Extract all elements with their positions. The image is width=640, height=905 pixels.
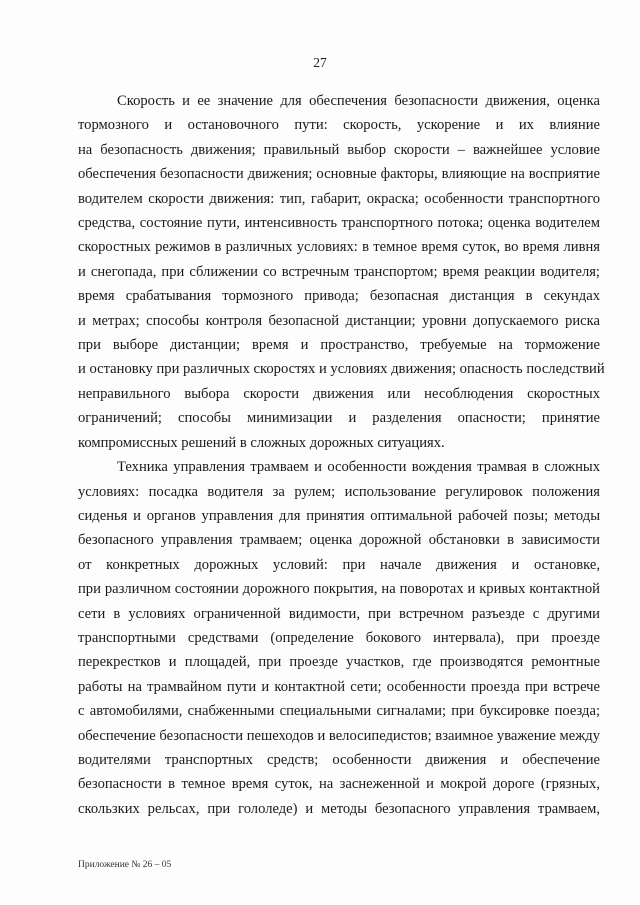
text-line: безопасности в темное время суток, на заснеженной и мокрой дороге (грязных,	[78, 776, 600, 793]
body-text	[78, 89, 605, 821]
text-line: обеспечение безопасности пешеходов и велосипедистов; взаимное уважение между	[78, 727, 600, 744]
text-line: при выборе дистанции; время и пространство, требуемые на торможение	[78, 337, 600, 354]
text-line: и остановку при различных скоростях и условиях движения; опасность последствий	[78, 361, 605, 378]
text-line: безопасного управления трамваем; оценка дорожной обстановки в зависимости	[78, 532, 600, 549]
page-number: 27	[313, 55, 327, 70]
text-line: водителями транспортных средств; особенности движения и обеспечение	[78, 751, 600, 768]
text-line: сети в условиях ограниченной видимости, при встречном разъезде с другими	[78, 605, 600, 622]
text-line: компромиссных решений в сложных дорожных ситуациях.	[78, 434, 445, 451]
text-line: на безопасность движения; правильный выбор скорости – важнейшее условие	[78, 141, 600, 158]
text-line: скользких рельсах, при гололеде) и методы безопасного управления трамваем,	[78, 800, 600, 817]
text-line: время срабатывания тормозного привода; безопасная дистанция в секундах	[78, 288, 600, 305]
text-line: водителем скорости движения: тип, габарит, окраска; особенности транспортного	[78, 190, 600, 207]
paragraph-2	[78, 455, 600, 821]
text-line: Техника управления трамваем и особенности вождения трамвая в сложных	[117, 459, 600, 476]
text-line: от конкретных дорожных условий: при начале движения и остановке,	[78, 556, 600, 573]
paragraph-1	[78, 89, 605, 455]
text-line: и метрах; способы контроля безопасной дистанции; уровни допускаемого риска	[78, 312, 600, 329]
text-line: работы на трамвайном пути и контактной сети; особенности проезда при встрече	[78, 678, 600, 695]
text-line: сиденья и органов управления для принятия оптимальной рабочей позы; методы	[78, 507, 600, 524]
text-line: и снегопада, при сближении со встречным транспортом; время реакции водителя;	[78, 263, 600, 280]
text-line: тормозного и остановочного пути: скорость, ускорение и их влияние	[78, 117, 600, 134]
text-line: неправильного выбора скорости движения или несоблюдения скоростных	[78, 385, 600, 402]
text-line: Скорость и ее значение для обеспечения безопасности движения, оценка	[117, 93, 600, 109]
text-line: обеспечения безопасности движения; основные факторы, влияющие на восприятие	[78, 166, 600, 183]
text-line: средства, состояние пути, интенсивность транспортного потока; оценка водителем	[78, 215, 600, 232]
text-line: перекрестков и площадей, при проезде участков, где производятся ремонтные	[78, 654, 600, 671]
footer-note: Приложение № 26 – 05	[78, 860, 172, 870]
text-line: условиях: посадка водителя за рулем; использование регулировок положения	[78, 483, 600, 500]
text-line: при различном состоянии дорожного покрытия, на поворотах и кривых контактной	[78, 581, 600, 598]
text-line: скоростных режимов в различных условиях: в темное время суток, во время ливня	[78, 239, 600, 256]
text-line: транспортными средствами (определение бокового интервала), при проезде	[78, 629, 600, 646]
text-line: с автомобилями, снабженными специальными сигналами; при буксировке поезда;	[78, 703, 600, 720]
text-line: ограничений; способы минимизации и разделения опасности; принятие	[78, 410, 600, 427]
